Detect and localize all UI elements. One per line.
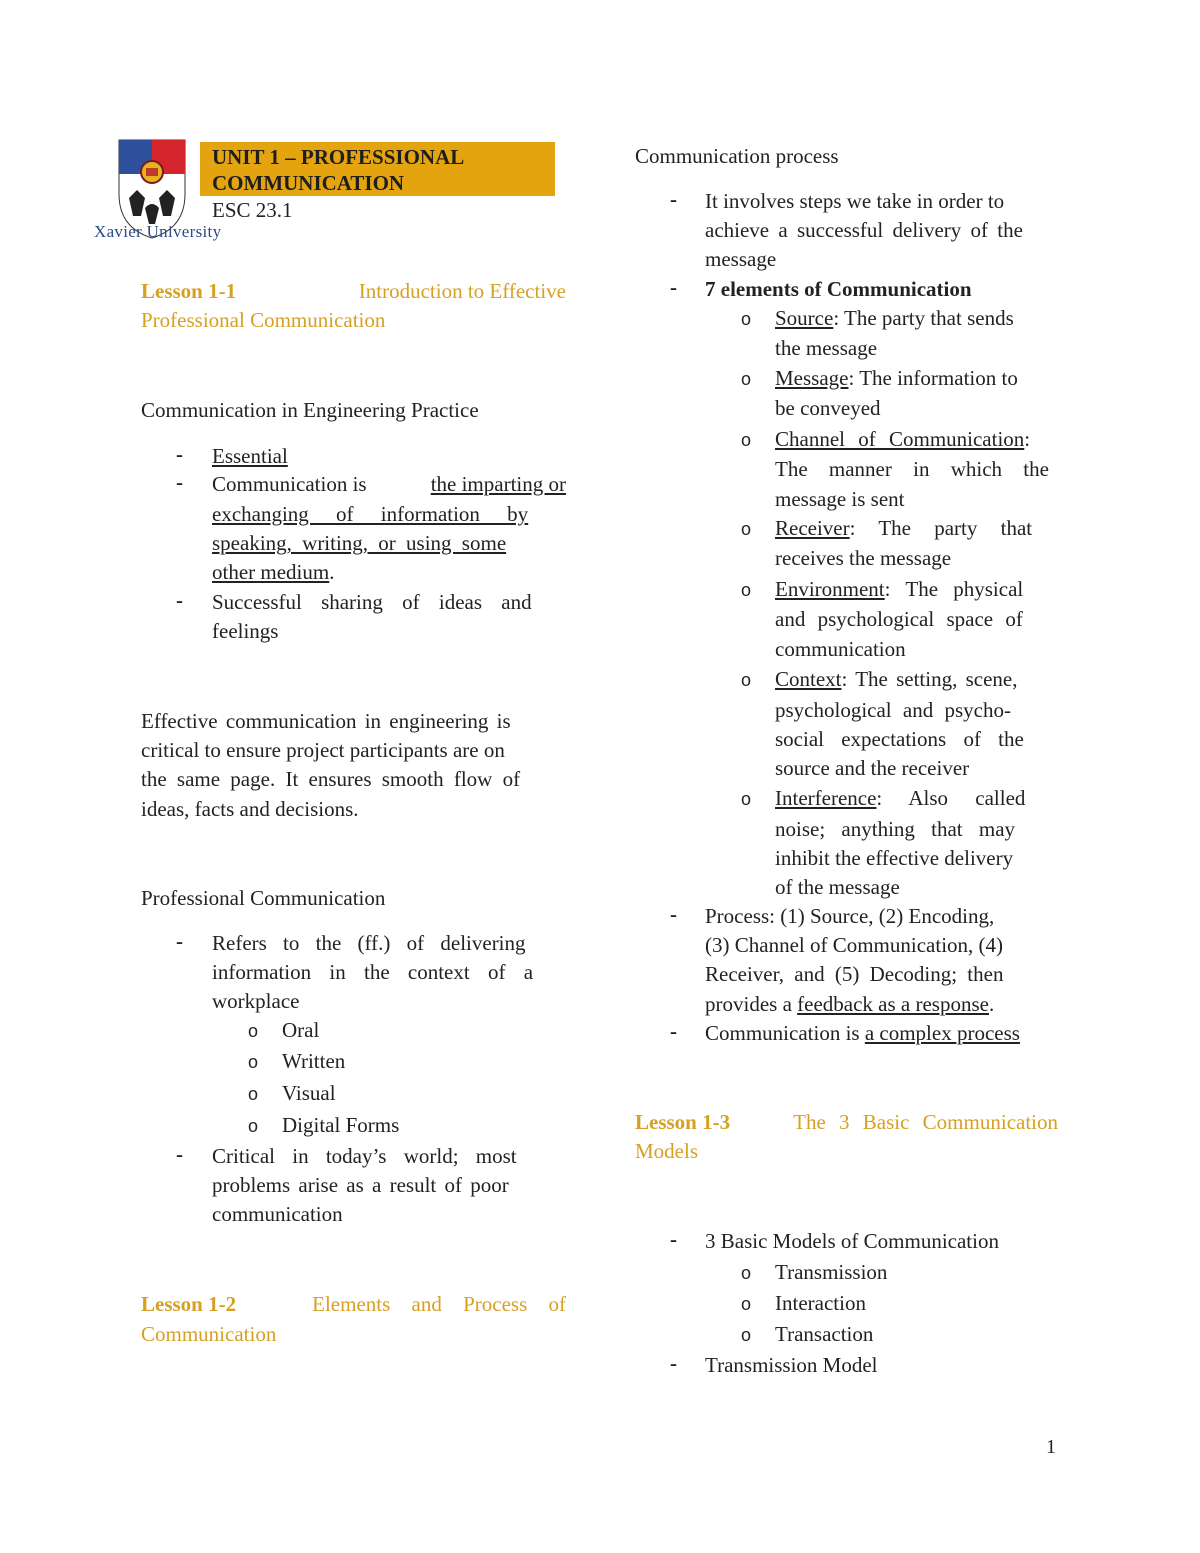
sub-bullet-icon: o: [741, 1325, 752, 1345]
paragraph-line: the same page. It ensures smooth flow of: [141, 767, 521, 791]
lesson-label: Lesson 1-3: [635, 1110, 731, 1134]
bullet-dash: -: [670, 1351, 677, 1375]
sub-bullet-text: Transmission: [775, 1260, 888, 1284]
bullet-text: Successful sharing of ideas and: [212, 590, 532, 614]
bullet-text: speaking, writing, or using some: [212, 531, 507, 555]
bullet-dash: -: [670, 1227, 677, 1251]
course-code: ESC 23.1: [212, 198, 293, 222]
element-line: source and the receiver: [775, 756, 970, 780]
lesson-1-3-heading: [635, 1108, 1058, 1137]
sub-bullet-icon: o: [741, 1294, 752, 1314]
lesson-title: The 3 Basic Communication: [793, 1110, 1058, 1134]
bullet-text: Transmission Model: [705, 1353, 878, 1377]
element-line: The manner in which the: [775, 457, 1049, 481]
section-heading: Communication in Engineering Practice: [141, 398, 479, 422]
sub-bullet-icon: o: [248, 1021, 259, 1041]
element-channel: Channel of Communication:: [775, 427, 1031, 451]
bullet-text: (3) Channel of Communication, (4): [705, 933, 1004, 957]
element-receiver: Receiver: The party that: [775, 516, 1033, 540]
bullet-text: feelings: [212, 619, 279, 643]
unit-title: UNIT 1 – PROFESSIONAL COMMUNICATION: [212, 145, 465, 195]
bullet-text: problems arise as a result of poor: [212, 1173, 509, 1197]
bullet-text: Communication is the imparting or: [212, 472, 566, 496]
bullet-text: 3 Basic Models of Communication: [705, 1229, 999, 1253]
section-heading: Professional Communication: [141, 886, 386, 910]
sub-bullet-icon: o: [741, 580, 752, 600]
element-line: be conveyed: [775, 396, 881, 420]
element-line: social expectations of the: [775, 727, 1024, 751]
paragraph-line: critical to ensure project participants are on: [141, 738, 505, 762]
sub-bullet-icon: o: [248, 1116, 259, 1136]
page-number: 1: [1046, 1436, 1056, 1458]
element-environment: Environment: The physical: [775, 577, 1024, 601]
element-line: of the message: [775, 875, 900, 899]
sub-bullet-icon: o: [741, 789, 752, 809]
sub-bullet-icon: o: [741, 430, 752, 450]
lesson-title-cont: Professional Communication: [141, 308, 386, 332]
bullet-dash: -: [670, 187, 677, 211]
bullet-dash: -: [176, 1142, 183, 1166]
bullet-text: communication: [212, 1202, 343, 1226]
element-line: message is sent: [775, 487, 905, 511]
element-line: noise; anything that may: [775, 817, 1016, 841]
bullet-dash: -: [176, 929, 183, 953]
lesson-title-cont: Models: [635, 1139, 698, 1163]
element-context: Context: The setting, scene,: [775, 667, 1018, 691]
sub-bullet-icon: o: [741, 670, 752, 690]
sub-bullet-icon: o: [741, 519, 752, 539]
sub-bullet-icon: o: [741, 1263, 752, 1283]
bullet-text: provides a feedback as a response.: [705, 992, 995, 1016]
section-heading: Communication process: [635, 144, 839, 168]
element-line: receives the message: [775, 546, 952, 570]
element-interference: Interference: Also called: [775, 786, 1026, 810]
lesson-1-2-heading: [141, 1290, 566, 1319]
lesson-label: Lesson 1-2: [141, 1292, 237, 1316]
bullet-text: workplace: [212, 989, 300, 1013]
sub-bullet-text: Transaction: [775, 1322, 874, 1346]
lesson-label: Lesson 1-1: [141, 279, 237, 303]
bullet-dash: -: [670, 902, 677, 926]
sub-bullet-text: Visual: [282, 1081, 336, 1105]
element-line: and psychological space of: [775, 607, 1023, 631]
bullet-text: achieve a successful delivery of the: [705, 218, 1023, 242]
element-line: psychological and psycho-: [775, 698, 1011, 722]
element-message: Message: The information to: [775, 366, 1018, 390]
paragraph-line: ideas, facts and decisions.: [141, 797, 359, 821]
bullet-text: Critical in today’s world; most: [212, 1144, 517, 1168]
university-name: Xavier University: [94, 222, 222, 241]
element-line: the message: [775, 336, 878, 360]
lesson-title: Introduction to Effective: [358, 279, 566, 303]
bullet-text: message: [705, 247, 777, 271]
bullet-text: Receiver, and (5) Decoding; then: [705, 962, 1004, 986]
bullet-text: exchanging of information by: [212, 502, 529, 526]
bullet-text: Essential: [212, 444, 288, 468]
bullet-dash: -: [176, 470, 183, 494]
element-line: inhibit the effective delivery: [775, 846, 1014, 870]
element-source: Source: The party that sends: [775, 306, 1014, 330]
bullet-text: Process: (1) Source, (2) Encoding,: [705, 904, 995, 928]
bullet-dash: -: [670, 275, 677, 299]
bullet-text: It involves steps we take in order to: [705, 189, 1005, 213]
paragraph-line: Effective communication in engineering is: [141, 709, 511, 733]
bullet-text: Communication is a complex process: [705, 1021, 1020, 1045]
sub-bullet-icon: o: [248, 1052, 259, 1072]
bullet-text: Refers to the (ff.) of delivering: [212, 931, 526, 955]
sub-bullet-text: Written: [282, 1049, 346, 1073]
sub-bullet-icon: o: [741, 309, 752, 329]
bullet-text: 7 elements of Communication: [705, 277, 972, 301]
sub-bullet-text: Oral: [282, 1018, 320, 1042]
sub-bullet-icon: o: [248, 1084, 259, 1104]
bullet-text: information in the context of a: [212, 960, 534, 984]
element-line: communication: [775, 637, 906, 661]
bullet-dash: -: [176, 442, 183, 466]
bullet-dash: -: [670, 1019, 677, 1043]
lesson-title: Elements and Process of: [312, 1292, 566, 1316]
sub-bullet-icon: o: [741, 369, 752, 389]
sub-bullet-text: Digital Forms: [282, 1113, 400, 1137]
sub-bullet-text: Interaction: [775, 1291, 866, 1315]
lesson-1-1-heading: [141, 277, 566, 306]
lesson-title-cont: Communication: [141, 1322, 277, 1346]
bullet-dash: -: [176, 588, 183, 612]
bullet-text: other medium.: [212, 560, 335, 584]
